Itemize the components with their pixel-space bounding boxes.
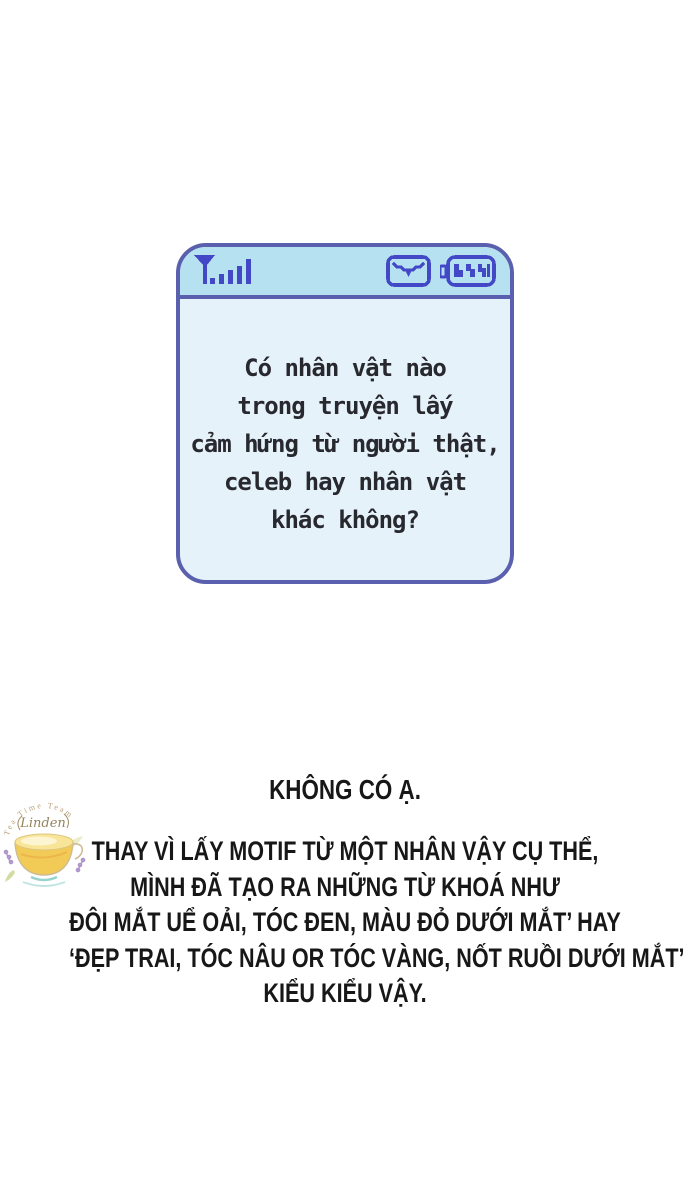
answer-line: ‘ĐẸP TRAI, TÓC NÂU OR TÓC VÀNG, NỐT RUỒI DƯỚI MẮT’ (69, 942, 685, 973)
answer-line: KIỂU KIỂU VẬY. (263, 978, 427, 1008)
message-line: Có nhân vật nào (244, 354, 446, 382)
message-line: cảm hứng từ người thật, (190, 430, 500, 458)
answer-line: THAY VÌ LẤY MOTIF TỪ MỘT NHÂN VẬY CỤ THỂ, (91, 836, 599, 866)
watermark-script-text: Linden (20, 816, 66, 831)
answer-heading: KHÔNG CÓ Ạ. (269, 774, 421, 805)
answer-paragraph (69, 834, 685, 1012)
battery-icon (440, 255, 496, 287)
envelope-icon (386, 255, 431, 287)
message-line: trong truyện lấy (237, 392, 453, 420)
answer-line: MÌNH ĐÃ TẠO RA NHỮNG TỪ KHOÁ NHƯ (130, 871, 560, 902)
answer-line: ĐÔI MẮT UỂ OẢI, TÓC ĐEN, MÀU ĐỎ DƯỚI MẮT’ HAY (69, 907, 621, 937)
phone-status-bar (180, 247, 510, 299)
signal-strength-icon (194, 254, 254, 288)
phone-message-bubble (176, 243, 514, 584)
message-line: khác không? (271, 506, 419, 534)
message-text (180, 299, 510, 539)
answer-block (0, 774, 690, 1012)
message-line: celeb hay nhân vật (223, 468, 467, 496)
watermark-arc-text: Tea Time Team (1, 800, 76, 837)
status-right-icons (386, 255, 496, 287)
